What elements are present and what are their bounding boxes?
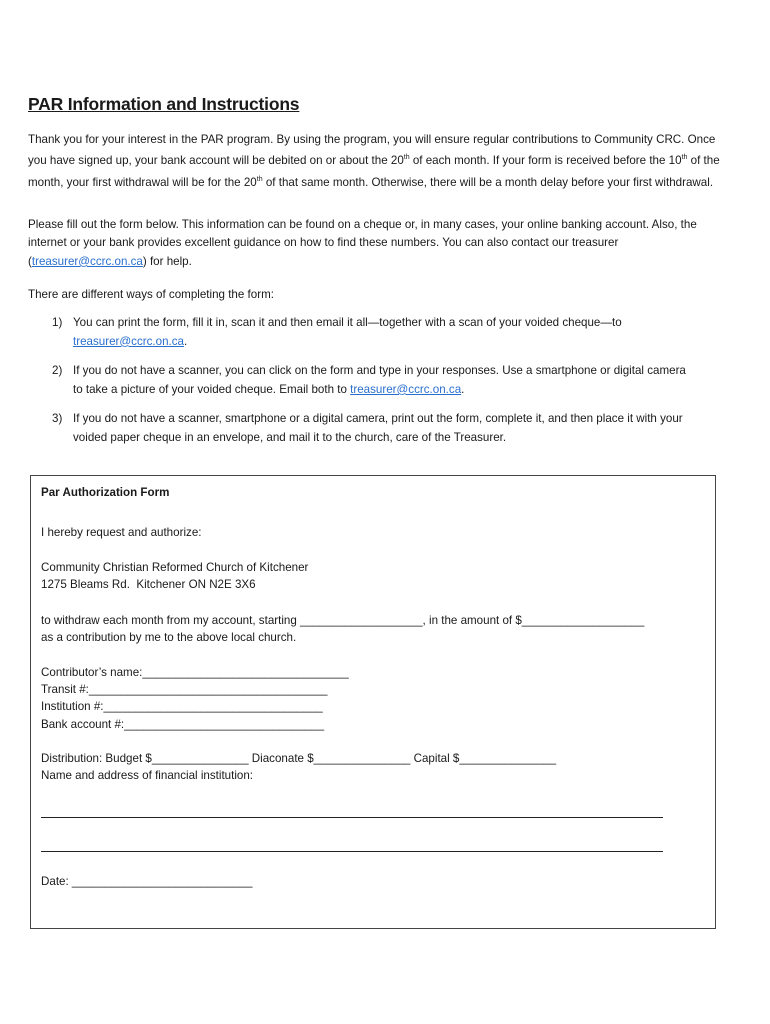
contribution-text: as a contribution by me to the above local church. — [41, 631, 297, 644]
list-item — [28, 314, 688, 351]
contributor-name-label: Contributor’s name: — [41, 666, 143, 679]
list-number: 2) — [52, 364, 63, 378]
list-item — [28, 410, 688, 447]
completion-methods-list — [28, 314, 688, 459]
treasurer-email-link[interactable]: treasurer@ccrc.on.ca — [31, 254, 143, 268]
ordinal-suffix: th — [681, 154, 688, 162]
transit-label: Transit #: — [41, 683, 89, 696]
contributor-name-field[interactable]: ________________________________ — [142, 666, 349, 679]
list-text: If you do not have a scanner, smartphone or a digital camera, print out the form, complete it, and then place it with your voided paper cheque in an envelope, and mail it to the church, care of the Treasurer. — [73, 412, 683, 444]
bank-account-field[interactable]: _______________________________ — [124, 718, 325, 731]
intro-text: Please fill out the form below. This information can be found on a cheque or, in many cases, your online banking account. Also, the internet or your bank provides excellent guidance on how to find these numbers. You can also contact our treasurer ( — [28, 218, 697, 268]
page-title: PAR Information and Instructions — [28, 94, 300, 114]
intro-text: of that same month. Otherwise, there will be a month delay before your first withdrawal. — [262, 175, 714, 189]
intro-paragraph-1 — [28, 131, 728, 192]
par-authorization-form — [30, 475, 716, 929]
transit-field[interactable]: _____________________________________ — [88, 683, 328, 696]
ordinal-suffix: th — [403, 154, 410, 162]
church-address: 1275 Bleams Rd. Kitchener ON N2E 3X6 — [41, 578, 256, 591]
bank-account-label: Bank account #: — [41, 718, 125, 731]
ordinal-suffix: th — [256, 175, 263, 183]
treasurer-email-link[interactable]: treasurer@ccrc.on.ca — [73, 334, 184, 348]
form-title: Par Authorization Form — [41, 486, 170, 499]
list-item — [28, 362, 688, 399]
intro-text: of each month. If your form is received before the 10 — [409, 154, 682, 168]
contributor-name-row — [41, 664, 349, 682]
intro-paragraph-2 — [28, 216, 728, 271]
treasurer-email-link[interactable]: treasurer@ccrc.on.ca — [350, 382, 462, 396]
church-name: Community Christian Reformed Church of Kitchener — [41, 561, 309, 574]
request-text: I hereby request and authorize: — [41, 526, 202, 539]
intro-text: Thank you for your interest in the PAR program. By using the program, you will ensure regular contributions to Community CRC. Once you have signed up, your bank account will be debited on or about the 20 — [28, 133, 716, 168]
intro-text: ) for help. — [142, 254, 192, 268]
intro-paragraph-3: There are different ways of completing the form: — [28, 288, 274, 301]
transit-row — [41, 681, 327, 699]
institution-label: Institution #: — [41, 700, 104, 713]
distribution-field[interactable]: Distribution: Budget $_______________ Diaconate $_______________ Capital $_______________ — [41, 752, 557, 765]
list-text: . — [184, 334, 188, 348]
bank-account-row — [41, 716, 324, 734]
list-text: If you do not have a scanner, you can click on the form and type in your responses. Use a smartphone or digital camera to take a picture of your voided cheque. Email both to — [73, 364, 686, 396]
intro-text: of the month, your first withdrawal will be for the 20 — [28, 154, 720, 189]
financial-institution-line-1[interactable] — [41, 817, 663, 818]
list-number: 1) — [52, 316, 63, 329]
institution-row — [41, 698, 323, 716]
date-field[interactable]: Date: ____________________________ — [41, 875, 253, 888]
list-text: . — [461, 382, 465, 396]
withdraw-field[interactable]: to withdraw each month from my account, starting ___________________, in the amount of $___________________ — [41, 614, 645, 627]
list-number: 3) — [52, 412, 63, 426]
institution-field[interactable]: __________________________________ — [103, 700, 323, 713]
list-text: You can print the form, fill it in, scan it and then email it all—together with a scan of your voided cheque—to — [73, 316, 622, 329]
financial-institution-line-2[interactable] — [41, 851, 663, 852]
financial-institution-label: Name and address of financial institution: — [41, 769, 254, 782]
